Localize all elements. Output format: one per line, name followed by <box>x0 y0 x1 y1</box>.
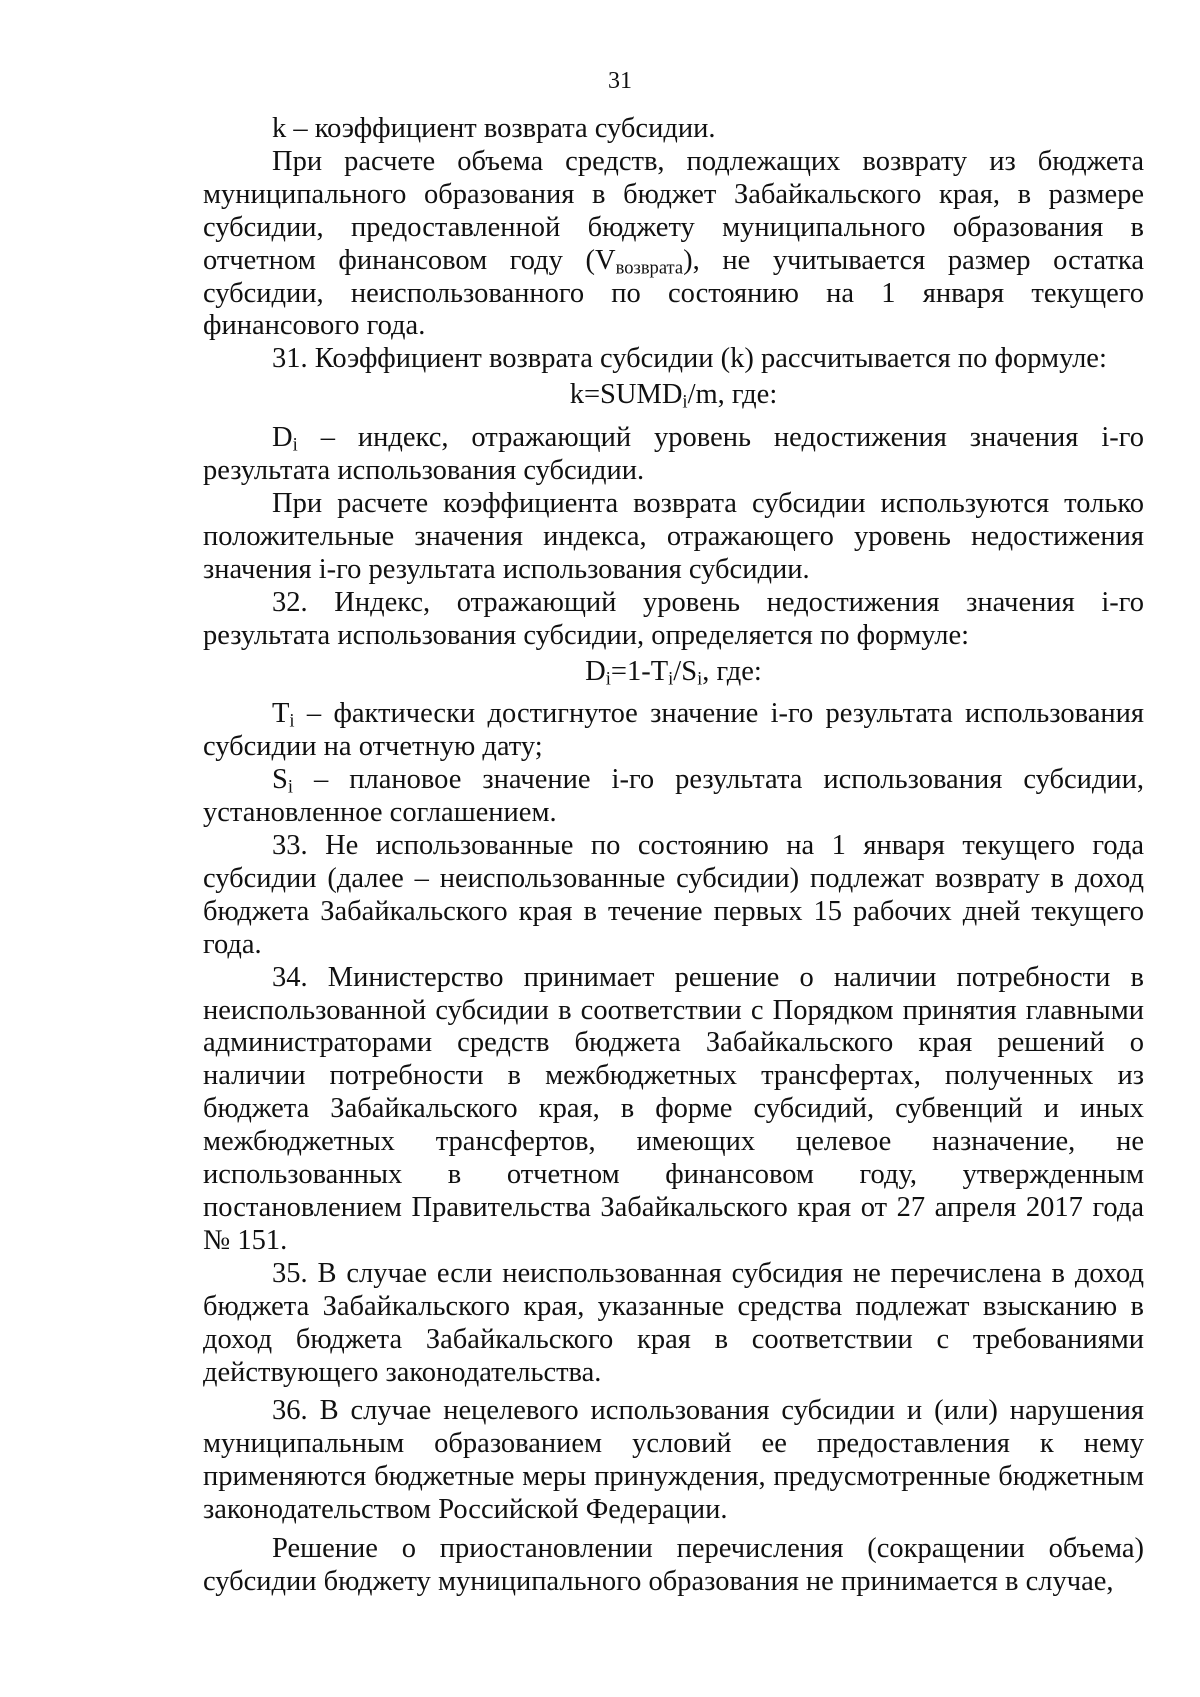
formula-di-s-subscript: i <box>697 668 703 690</box>
item-36: 36. В случае нецелевого использования субсидии и (или) нарушения муниципальным образованием условий ее предоставления к нему применяются бюджетные меры принуждения, предусмотренные бюджетным законодательством Российской Федерации. <box>203 1395 1144 1526</box>
item-33: 33. Не использованные по состоянию на 1 января текущего года субсидии (далее – неиспользованные субсидии) подлежат возврату в доход бюджета Забайкальского края в течение первых 15 рабочих дней текущего года. <box>203 830 1144 960</box>
di-symbol: D <box>272 422 293 454</box>
item-34: 34. Министерство принимает решение о наличии потребности в неиспользованной субсидии в соответствии с Порядком принятия главными администраторами средств бюджета Забайкальского края решений о наличии потребности в межбюджетных трансфертах, полученных из бюджета Забайкальского края, в форме субсидий, субвенций и иных межбюджетных трансфертов, имеющих целевое назначение, не использованных в отчетном финансовом году, утвержденным постановлением Правительства Забайкальского края от 27 апреля 2017 года № 151. <box>203 961 1144 1256</box>
positive-values-paragraph: При расчете коэффициента возврата субсидии используются только положительные значения индекса, отражающего уровень недостижения значения i-го результата использования субсидии. <box>203 487 1144 585</box>
formula-di-end: , где: <box>702 655 762 687</box>
k-definition: k – коэффициент возврата субсидии. <box>272 113 716 144</box>
formula-di-slash: /S <box>673 655 698 687</box>
formula-di-mid: =1-T <box>610 655 669 687</box>
di-definition: – индекс, отражающий уровень недостижения значения i-го результата использования субсидии. <box>203 422 1144 487</box>
formula-k-part2: /m, где: <box>687 379 778 411</box>
di-subscript: i <box>292 434 298 456</box>
document-body <box>203 113 1144 1599</box>
suspension-paragraph: Решение о приостановлении перечисления (сокращении объема) субсидии бюджету муниципального образования не принимается в случае, <box>203 1533 1144 1597</box>
di-definition-paragraph <box>203 422 1144 488</box>
page-number: 31 <box>608 68 632 94</box>
formula-k-part1: k=SUMD <box>569 379 683 411</box>
formula-di <box>203 656 1144 689</box>
return-volume-text-start: При расчете объема средств, подлежащих возврату из бюджета муниципального образования в бюджет Забайкальского края, в размере субсидии, предоставленной бюджету муниципального образования в отчетном финансовом году (V <box>203 145 1144 276</box>
si-definition-paragraph <box>203 764 1144 830</box>
ti-subscript: i <box>289 711 295 733</box>
item-35: 35. В случае если неиспользованная субсидия не перечислена в доход бюджета Забайкальского края, указанные средства подлежат взысканию в доход бюджета Забайкальского края в соответствии с требованиями действующего законодательства. <box>203 1257 1144 1388</box>
si-subscript: i <box>287 776 294 798</box>
return-volume-text-end: ), не учитывается размер остатка субсидии, неиспользованного по состоянию на 1 января текущего финансового года. <box>203 244 1144 342</box>
formula-di-d-subscript: i <box>605 668 611 690</box>
ti-definition-paragraph <box>203 698 1144 764</box>
return-volume-subscript: возврата <box>615 257 684 279</box>
si-definition: – плановое значение i-го результата использования субсидии, установленное соглашением. <box>203 764 1144 829</box>
item-31: 31. Коэффициент возврата субсидии (k) рассчитывается по формуле: <box>272 343 1107 375</box>
formula-k-subscript: i <box>682 391 688 413</box>
return-volume-paragraph <box>203 146 1144 343</box>
ti-definition: – фактически достигнутое значение i-го результата использования субсидии на отчетную дату; <box>203 698 1144 763</box>
si-symbol: S <box>272 764 288 796</box>
formula-di-d: D <box>585 655 606 687</box>
item-32: 32. Индекс, отражающий уровень недостижения значения i-го результата использования субсидии, определяется по формуле: <box>203 586 1144 651</box>
formula-k <box>203 379 1144 412</box>
formula-di-t-subscript: i <box>668 668 674 690</box>
ti-symbol: T <box>272 698 290 730</box>
